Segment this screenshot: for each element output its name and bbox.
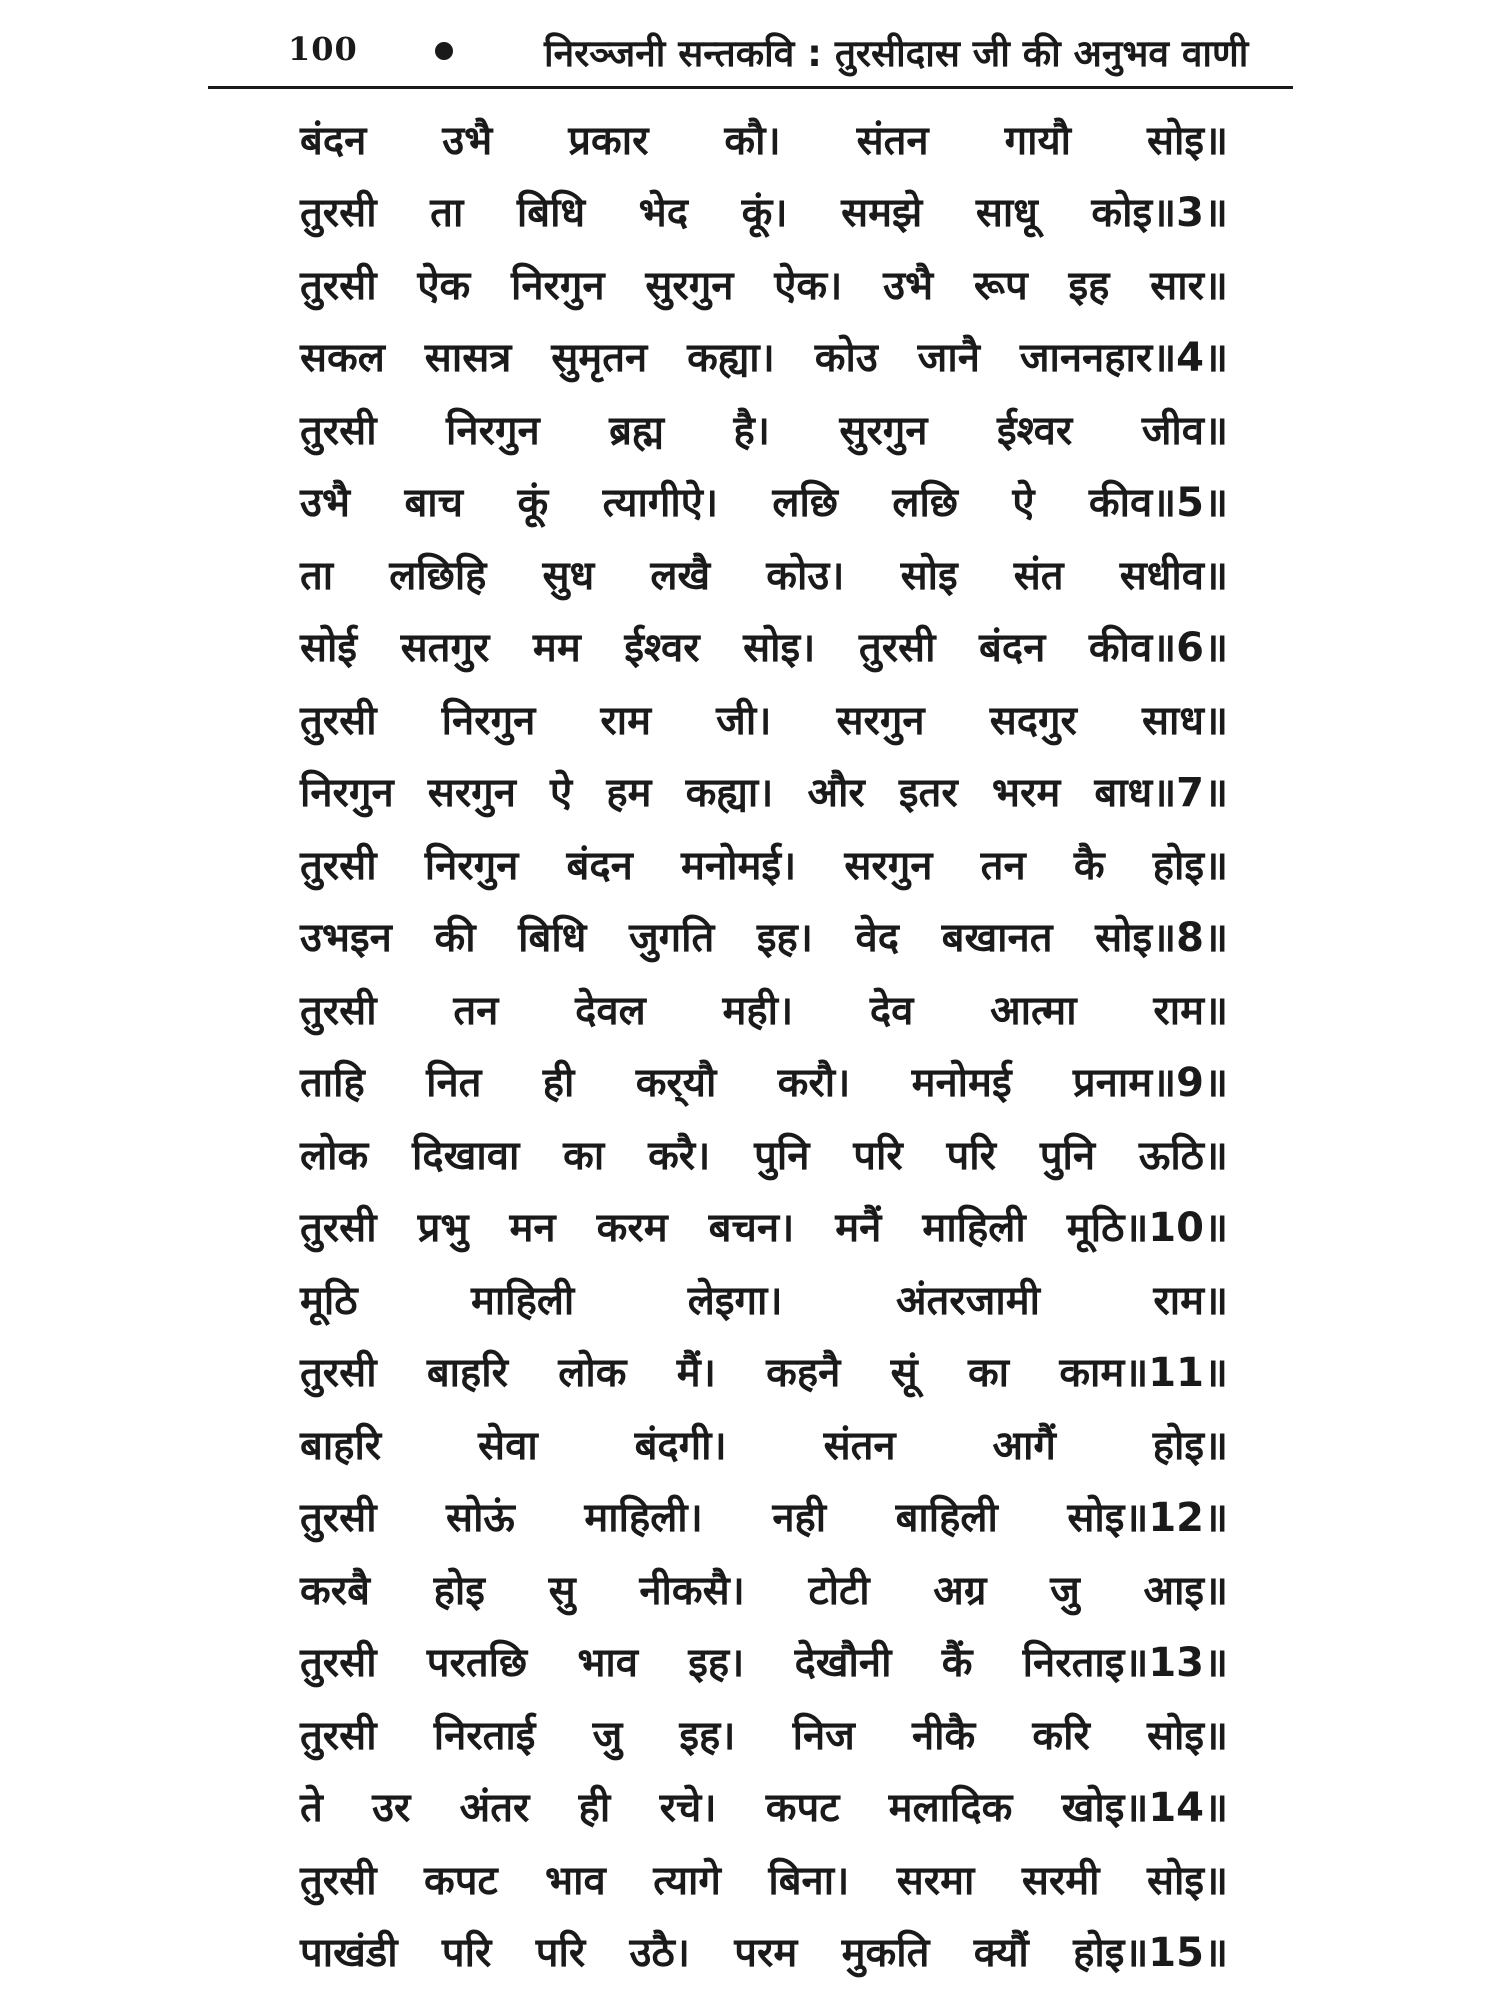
verse-word: बिधि (516, 190, 586, 237)
verse-word: करबै (300, 1567, 370, 1614)
verse-word: माहिली (922, 1205, 1026, 1252)
verse-word: भरम (991, 770, 1061, 817)
verse-word: आइ॥ (1143, 1567, 1228, 1614)
verse-word: निरगुन (300, 770, 394, 817)
verse-word: मम (532, 625, 581, 672)
verse-word: कोइ॥3॥ (1091, 190, 1228, 237)
verse-word: मनोमई। (681, 842, 797, 889)
verse-word: दिखावा (412, 1132, 520, 1179)
verse-word: परि (441, 1930, 492, 1977)
verse-word: कीव॥6॥ (1088, 625, 1228, 672)
verse-word: होइ॥ (1152, 1422, 1228, 1469)
verse-word: तुरसी (300, 1857, 377, 1904)
verse-line (300, 175, 1228, 248)
verse-word: बखानत (941, 915, 1053, 962)
bullet-separator (435, 42, 453, 60)
verse-word: लछि (772, 480, 838, 527)
verse-line (300, 1262, 1228, 1335)
verse-word: कैं (941, 1640, 973, 1687)
verse-word: बंदगी। (634, 1422, 727, 1469)
verse-word: तुरसी (300, 1495, 377, 1542)
verse-word: क्यौं (973, 1930, 1029, 1977)
verse-word: सोइ॥ (1147, 117, 1228, 164)
verse-word: लेइगा। (687, 1277, 783, 1324)
verse-line (300, 537, 1228, 610)
verse-word: ईश्वर (996, 407, 1073, 454)
verse-word: ब्रह्म (609, 407, 665, 454)
verse-word: तुरसी (300, 1350, 377, 1397)
verse-word: लछि (892, 480, 958, 527)
verse-line (300, 1915, 1228, 1988)
verse-word: सरगुन (427, 770, 516, 817)
verse-word: होइ॥ (1152, 842, 1228, 889)
verse-word: खोइ॥14॥ (1061, 1785, 1228, 1832)
verse-word: तुरसी (300, 407, 377, 454)
verse-line (300, 1480, 1228, 1553)
verse-word: पाखंडी (300, 1930, 398, 1977)
verse-word: ऊठि॥ (1138, 1132, 1228, 1179)
verse-word: सरगुन (844, 842, 933, 889)
verse-word: उर (372, 1785, 411, 1832)
verse-word: संत (1013, 552, 1064, 599)
verse-word: निरताइ॥13॥ (1022, 1640, 1228, 1687)
verse-word: समझे (841, 190, 923, 237)
verse-word: सोई (300, 625, 358, 672)
verse-word: परि (946, 1132, 996, 1179)
verse-word: परि (853, 1132, 903, 1179)
verse-word: निरगुन (441, 697, 536, 744)
verse-word: लखै (650, 552, 711, 599)
verse-word: कोउ। (766, 552, 845, 599)
verse-word: तन (980, 842, 1026, 889)
verse-word: मुकति (841, 1930, 930, 1977)
verse-word: बचन। (708, 1205, 795, 1252)
verse-line (300, 827, 1228, 900)
verse-word: तुरसी (300, 190, 377, 237)
verse-word: अंतरजामी (895, 1277, 1040, 1324)
verse-word: माहिली (470, 1277, 575, 1324)
verse-line (300, 1552, 1228, 1625)
verse-word: भाव (545, 1857, 606, 1904)
verse-word: कहनै (766, 1350, 841, 1397)
verse-word: प्रनाम॥9॥ (1072, 1060, 1228, 1107)
verse-word: देव (869, 987, 914, 1034)
verse-word: अंतर (459, 1785, 530, 1832)
verse-line (300, 1770, 1228, 1843)
verse-word: सरगुन (836, 697, 925, 744)
verse-word: कह्या। (687, 335, 775, 382)
verse-line (300, 1407, 1228, 1480)
verse-word: प्रकार (568, 117, 649, 164)
verse-word: सरमा (896, 1857, 975, 1904)
verse-word: करै। (648, 1132, 711, 1179)
verse-word: है। (733, 407, 770, 454)
verse-line (300, 465, 1228, 538)
verse-word: नीकसै। (639, 1567, 745, 1614)
verse-word: निरगुन (424, 842, 519, 889)
verse-line (300, 1842, 1228, 1915)
verse-word: जी। (716, 697, 772, 744)
verse-word: सकल (300, 335, 385, 382)
verse-word: जीव॥ (1141, 407, 1228, 454)
verse-word: सुरगुन (839, 407, 928, 454)
verse-word: संतन (823, 1422, 896, 1469)
verse-word: सदगुर (989, 697, 1077, 744)
verse-word: तुरसी (300, 987, 377, 1034)
verse-word: राम॥ (1153, 1277, 1228, 1324)
verse-word: नही (772, 1495, 827, 1542)
verse-word: उभै (442, 117, 493, 164)
verse-word: परम (734, 1930, 798, 1977)
running-title: निरञ्जनी सन्तकवि : तुरसीदास जी की अनुभव वाणी (544, 32, 1249, 75)
verse-word: कूं (517, 480, 549, 527)
verse-word: ते (300, 1785, 323, 1832)
verse-word: इतर (898, 770, 958, 817)
verse-line (300, 1117, 1228, 1190)
verse-word: आत्मा (990, 987, 1077, 1034)
verse-word: काम॥11॥ (1059, 1350, 1228, 1397)
verse-word: इह। (688, 1640, 745, 1687)
verse-word: हम (606, 770, 652, 817)
verse-word: ही (578, 1785, 611, 1832)
verse-word: करि (1032, 1712, 1090, 1759)
verse-word: त्यागीऐ। (602, 480, 718, 527)
verse-word: तुरसी (300, 1712, 377, 1759)
verse-word: उभै (883, 262, 934, 309)
verse-word: कह्या। (685, 770, 774, 817)
verse-word: बिना। (768, 1857, 850, 1904)
verse-word: साधू (975, 190, 1038, 237)
verse-word: ईश्वर (624, 625, 700, 672)
verse-word: उठै। (629, 1930, 690, 1977)
verse-word: सरमी (1021, 1857, 1100, 1904)
verse-line (300, 682, 1228, 755)
verse-word: प्रभु (417, 1205, 469, 1252)
verse-word: ही (542, 1060, 575, 1107)
verse-word: पुनि (754, 1132, 810, 1179)
verse-word: इह (1068, 262, 1110, 309)
verse-word: ऐक (417, 262, 471, 309)
verse-word: सधीव॥ (1119, 552, 1228, 599)
verse-line (300, 1697, 1228, 1770)
verse-word: करम (596, 1205, 668, 1252)
verse-word: ता (300, 552, 334, 599)
verse-word: सुमृतन (551, 335, 648, 382)
verse-word: सोइ॥12॥ (1067, 1495, 1228, 1542)
verse-word: मलादिक (888, 1785, 1013, 1832)
verse-line (300, 1045, 1228, 1118)
verse-word: सोइ॥ (1147, 1712, 1228, 1759)
verse-word: तुरसी (300, 697, 377, 744)
verse-word: नित (426, 1060, 482, 1107)
verse-line (300, 1625, 1228, 1698)
verse-word: कीव॥5॥ (1088, 480, 1228, 527)
verse-word: कूं। (741, 190, 788, 237)
verse-word: बंदन (300, 117, 367, 164)
verse-word: परि (535, 1930, 586, 1977)
verse-word: उभइन (300, 915, 392, 962)
verse-word: राम (600, 697, 652, 744)
verse-line (300, 1335, 1228, 1408)
verse-word: लोक (300, 1132, 369, 1179)
verse-word: साध॥ (1142, 697, 1228, 744)
verse-word: तुरसी (300, 1205, 377, 1252)
verse-word: सासत्र (424, 335, 512, 382)
verse-word: कौ। (724, 117, 781, 164)
verse-word: टोटी (808, 1567, 870, 1614)
verse-word: ता (430, 190, 464, 237)
verse-line (300, 755, 1228, 828)
verse-word: ऐ (550, 770, 573, 817)
verse-word: तुरसी (300, 842, 377, 889)
verse-line (300, 900, 1228, 973)
verse-word: कर्‌यौ (635, 1060, 717, 1107)
verse-word: बाच (404, 480, 464, 527)
verse-word: तन (453, 987, 499, 1034)
verse-body (300, 102, 1228, 1987)
verse-word: मन (509, 1205, 556, 1252)
verse-word: भाव (577, 1640, 639, 1687)
verse-word: त्यागे (653, 1857, 721, 1904)
verse-word: तुरसी (858, 625, 936, 672)
verse-line (300, 1190, 1228, 1263)
verse-word: ऐ (1012, 480, 1035, 527)
verse-word: मनोमई (911, 1060, 1012, 1107)
verse-line (300, 610, 1228, 683)
verse-word: पुनि (1039, 1132, 1096, 1179)
verse-word: गायौ (1004, 117, 1072, 164)
verse-word: बाध॥7॥ (1094, 770, 1228, 817)
verse-word: का (563, 1132, 605, 1179)
verse-word: होइ (433, 1567, 485, 1614)
verse-word: निरताई (433, 1712, 536, 1759)
verse-word: सुध (542, 552, 595, 599)
verse-word: ऐक। (774, 262, 843, 309)
verse-word: बाहरि (300, 1422, 382, 1469)
verse-word: बंदन (979, 625, 1046, 672)
verse-word: लोक (558, 1350, 627, 1397)
verse-word: होइ॥15॥ (1073, 1930, 1228, 1977)
verse-word: निज (792, 1712, 855, 1759)
verse-word: सोइ॥8॥ (1095, 915, 1228, 962)
verse-word: राम॥ (1153, 987, 1228, 1034)
verse-word: रूप (973, 262, 1028, 309)
verse-word: अग्र (933, 1567, 987, 1614)
verse-word: इह। (679, 1712, 736, 1759)
verse-word: नीकै (911, 1712, 976, 1759)
verse-word: देखौनी (794, 1640, 892, 1687)
verse-line (300, 320, 1228, 393)
verse-word: बाहरि (426, 1350, 509, 1397)
verse-word: निरगुन (446, 407, 540, 454)
verse-word: संतन (856, 117, 929, 164)
verse-word: बिधि (518, 915, 587, 962)
verse-word: मनैं (835, 1205, 882, 1252)
verse-word: जानै (917, 335, 980, 382)
verse-word: मूठि (300, 1277, 358, 1324)
verse-word: सोइ। (743, 625, 816, 672)
verse-word: तुरसी (300, 1640, 377, 1687)
verse-word: कपट (424, 1857, 498, 1904)
page-header (208, 20, 1293, 89)
verse-word: सोइ (900, 552, 958, 599)
verse-word: का (967, 1350, 1010, 1397)
verse-word: मही। (722, 987, 794, 1034)
verse-word: इह। (756, 915, 813, 962)
verse-line (300, 972, 1228, 1045)
verse-word: सुरगुन (645, 262, 734, 309)
verse-word: कै (1073, 842, 1105, 889)
verse-word: की (434, 915, 476, 962)
verse-word: बंदन (566, 842, 633, 889)
verse-word: सतगुर (400, 625, 490, 672)
verse-word: वेद (855, 915, 900, 962)
verse-word: कोउ (814, 335, 878, 382)
page-number: 100 (288, 30, 358, 68)
verse-word: आगैं (992, 1422, 1056, 1469)
verse-word: कपट (765, 1785, 840, 1832)
verse-word: भेद (638, 190, 689, 237)
verse-word: जु (1050, 1567, 1080, 1614)
verse-word: सूं (890, 1350, 918, 1397)
verse-word: रचे। (659, 1785, 717, 1832)
verse-word: माहिली। (584, 1495, 703, 1542)
verse-word: बाहिली (895, 1495, 998, 1542)
verse-word: सोइ॥ (1146, 1857, 1228, 1904)
verse-word: जुगति (628, 915, 715, 962)
verse-word: ताहि (300, 1060, 365, 1107)
verse-word: करौ। (777, 1060, 851, 1107)
verse-word: देवल (575, 987, 646, 1034)
verse-word: मैं। (676, 1350, 716, 1397)
verse-word: निरगुन (510, 262, 605, 309)
verse-word: और (807, 770, 865, 817)
verse-word: मूठि॥10॥ (1066, 1205, 1228, 1252)
verse-word: तुरसी (300, 262, 377, 309)
verse-word: सार॥ (1150, 262, 1228, 309)
verse-word: सोऊं (446, 1495, 515, 1542)
verse-word: उभै (300, 480, 351, 527)
verse-line (300, 247, 1228, 320)
verse-word: परतछि (426, 1640, 528, 1687)
verse-word: लछिहि (389, 552, 487, 599)
verse-word: जाननहार॥4॥ (1019, 335, 1228, 382)
verse-line (300, 102, 1228, 175)
verse-line (300, 392, 1228, 465)
verse-word: सेवा (478, 1422, 538, 1469)
verse-word: सु (548, 1567, 576, 1614)
verse-word: जु (592, 1712, 623, 1759)
